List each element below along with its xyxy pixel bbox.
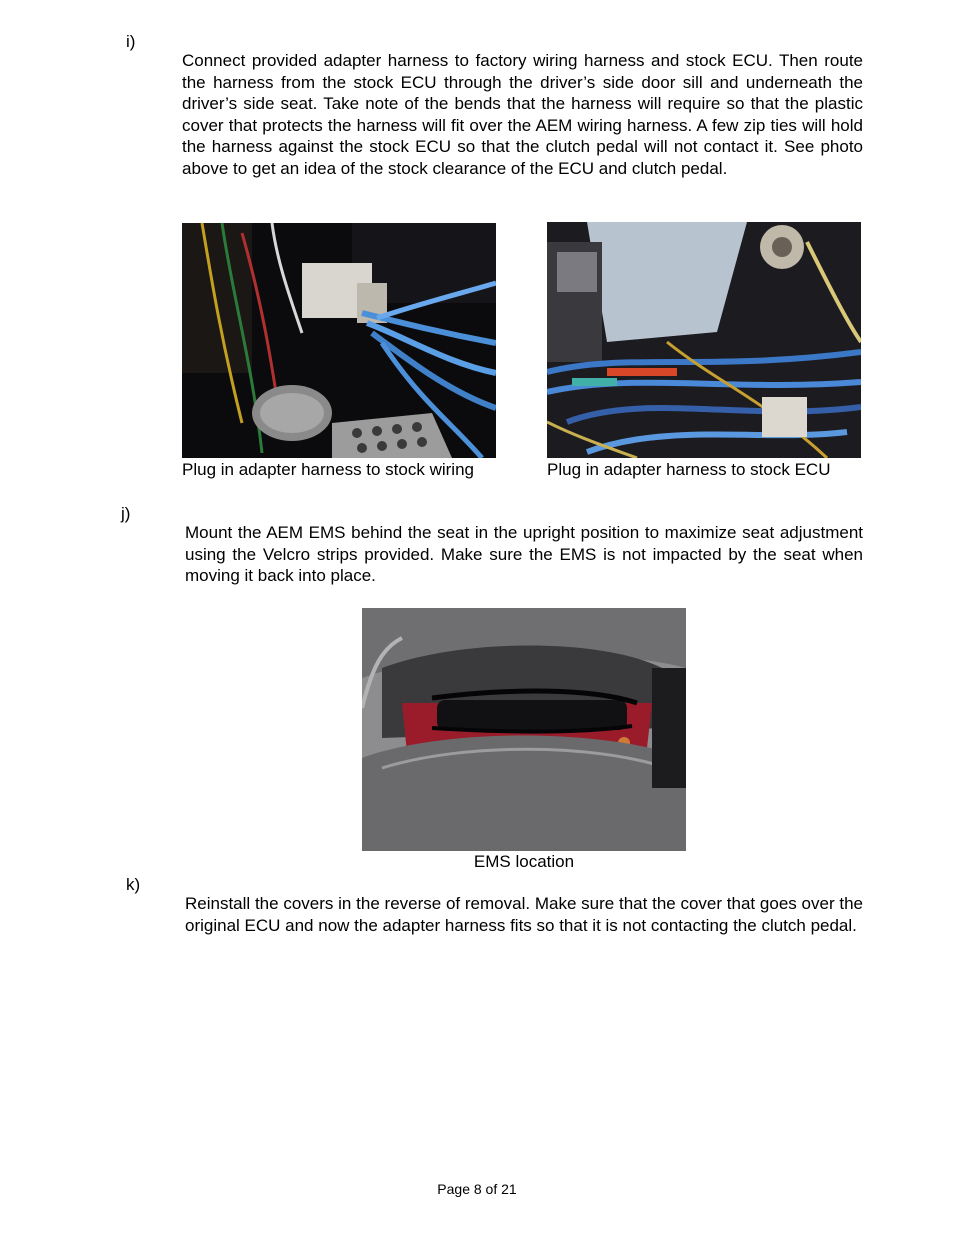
photo-stock-wiring — [182, 223, 496, 458]
step-k-label: k) — [126, 875, 141, 894]
step-i-label: i) — [126, 32, 136, 51]
photo-stock-ecu — [547, 222, 861, 458]
step-j-label: j) — [121, 504, 131, 523]
photo-ems-location-caption: EMS location — [473, 852, 575, 871]
step-k-text: Reinstall the covers in the reverse of removal. Make sure that the cover that goes over the original ECU and now the adapter harness fits so that it is not contacting the clutch pedal. — [185, 894, 863, 935]
photo-ems-location — [362, 608, 686, 851]
step-i-text: Connect provided adapter harness to factory wiring harness and stock ECU. Then route the harness from the stock ECU through the driver’s side door sill and underneath the driver’s side seat. Take note of the bends that the harness will require so that the plastic cover that protects the harness will fit over the AEM wiring harness. A few zip ties will hold the harness against the stock ECU so that the clutch pedal will not contact it. See photo above to get an idea of the stock clearance of the ECU and clutch pedal. — [182, 51, 863, 178]
step-j-text: Mount the AEM EMS behind the seat in the upright position to maximize seat adjustment using the Velcro strips provided. Make sure the EMS is not impacted by the seat when moving it back into place. — [185, 523, 863, 586]
photo-stock-wiring-caption: Plug in adapter harness to stock wiring — [182, 460, 474, 479]
page-number: Page 8 of 21 — [437, 1181, 517, 1197]
photo-stock-ecu-caption: Plug in adapter harness to stock ECU — [547, 460, 831, 479]
